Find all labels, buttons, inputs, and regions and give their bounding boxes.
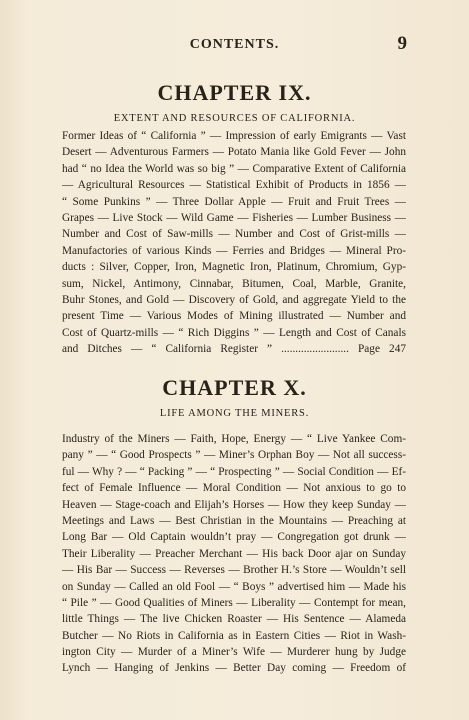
summary-line: — His Bar — Success — Reverses — Brother H.’s Store — Wouldn’t sell [62, 564, 406, 577]
summary-line: on Sunday — Called an old Fool — “ Boys ” advertised him — Made his [62, 580, 406, 593]
page-header [0, 34, 469, 58]
chapter-title: CHAPTER X. [162, 375, 307, 400]
summary-line: Meetings and Laws — Best Christian in the Mountains — Preaching at [62, 514, 406, 527]
summary-line: ington City — Murder of a Miner’s Wife — Murderer hung by Judge [62, 646, 406, 659]
chapter-subtitle: LIFE AMONG THE MINERS. [159, 408, 310, 419]
summary-line: had “ no Idea the World was so big ” — Comparative Extent of California [62, 162, 406, 175]
summary-line: ducts : Silver, Copper, Iron, Magnetic Iron, Platinum, Chromium, Gyp- [62, 261, 406, 274]
summary-line: Former Ideas of “ California ” — Impression of early Emigrants — Vast [62, 130, 406, 142]
summary-line: Long Bar — Old Captain wouldn’t pray — Congregation got drunk — [62, 531, 406, 544]
summary-line: Lynch — Hanging of Jenkins — Better Day coming — Freedom of [62, 662, 406, 675]
page-number: 9 [397, 33, 407, 54]
summary-line: Their Liberality — Preacher Merchant — His back Door ajar on Sunday [62, 547, 406, 560]
summary-line: Buhr Stones, and Gold — Discovery of Gold, and aggregate Yield to the [62, 293, 406, 306]
chapter-summary-ix [62, 128, 406, 357]
summary-line: Butcher — No Riots in California as in Eastern Cities — Riot in Wash- [62, 629, 406, 642]
summary-line: ful — Why ? — “ Packing ” — “ Prospecting ” — Social Condition — Ef- [62, 465, 406, 478]
summary-line: Heaven — Stage-coach and Elijah’s Horses — How they keep Sunday — [62, 498, 406, 511]
chapter-title: CHAPTER IX. [157, 80, 312, 105]
summary-line: Cost of Quartz-mills — “ Rich Diggins ” — Length and Cost of Canals [62, 326, 406, 339]
chapter-summary-x [62, 431, 406, 677]
summary-line: “ Pile ” — Good Qualities of Miners — Liberality — Contempt for mean, [62, 596, 406, 609]
summary-line: and Ditches — “ California Register ” ........................ Page 247 [62, 343, 406, 356]
summary-line: sum, Nickel, Antimony, Cinnabar, Bitumen, Coal, Marble, Granite, [62, 277, 406, 290]
summary-line: Manufactories of various Kinds — Ferries and Bridges — Mineral Pro- [62, 244, 406, 257]
summary-line: Number and Cost of Saw-mills — Number and Cost of Grist-mills — [62, 228, 406, 241]
summary-line: “ Some Punkins ” — Three Dollar Apple — Fruit and Fruit Trees — [62, 195, 406, 208]
running-title: CONTENTS. [189, 37, 280, 52]
summary-line: Industry of the Miners — Faith, Hope, Energy — “ Live Yankee Com- [62, 433, 406, 445]
chapter-heading-ix [0, 80, 469, 126]
chapter-heading-x [0, 375, 469, 421]
summary-line: present Time — Various Modes of Mining illustrated — Number and [62, 310, 406, 323]
summary-line: Desert — Adventurous Farmers — Potato Mania like Gold Fever — John [62, 146, 406, 159]
summary-line: little Things — The live Chicken Roaster — His Sentence — Alameda [62, 613, 406, 626]
summary-line: — Agricultural Resources — Statistical Exhibit of Products in 1856 — [62, 179, 406, 192]
summary-line: Grapes — Live Stock — Wild Game — Fisheries — Lumber Business — [62, 211, 406, 224]
summary-line: fect of Female Influence — Moral Condition — Not anxious to go to [62, 482, 406, 495]
chapter-subtitle: EXTENT AND RESOURCES OF CALIFORNIA. [113, 113, 356, 124]
summary-line: pany ” — “ Good Prospects ” — Miner’s Orphan Boy — Not all success- [62, 449, 406, 462]
